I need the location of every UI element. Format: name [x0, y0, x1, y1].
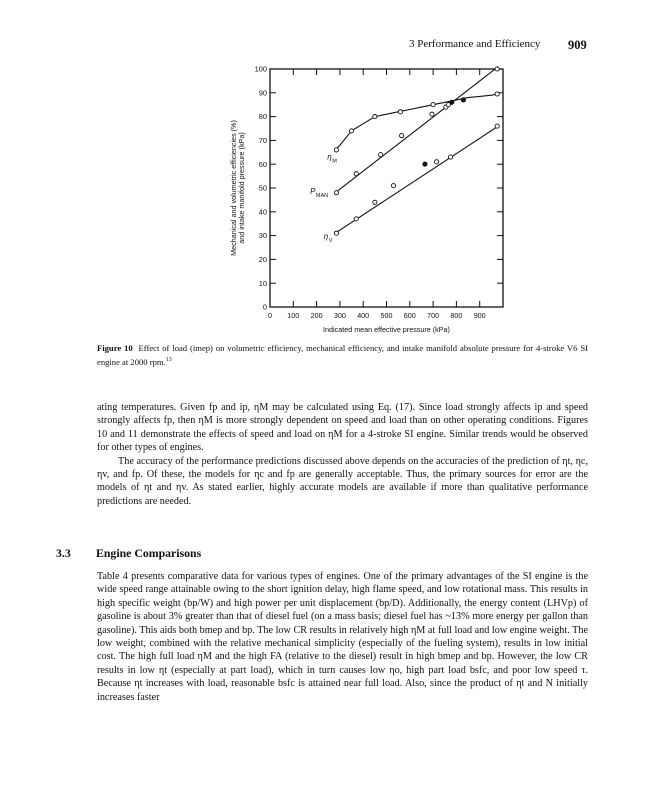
data-point-P_MAN — [495, 67, 499, 71]
data-point-η_M — [461, 98, 465, 102]
x-tick-label: 700 — [427, 311, 440, 320]
paragraph-1: ating temperatures. Given fp and ip, ηM may be calculated using Eq. (17). Since load strongly affects ip and speed strongly affects fp, then ηM is more strongly dependent on speed and load than on other operating conditions. Figures 10 and 11 demonstrate the effects of speed and load on ηM for a 4-stroke SI engine. Similar trends would be observed for other types of engines. — [97, 402, 588, 454]
data-point-η_V — [434, 160, 438, 164]
series-label-η_M: η — [327, 152, 332, 162]
figure-10-chart — [228, 62, 528, 340]
x-tick-label: 500 — [380, 311, 393, 320]
series-label-η_V: η — [323, 232, 329, 242]
page-number: 909 — [568, 38, 587, 52]
x-tick-label: 200 — [310, 311, 323, 320]
x-axis-label: Indicated mean effective pressure (kPa) — [323, 325, 450, 334]
series-line-η_V — [335, 126, 498, 233]
series-label-P_MAN: P — [310, 186, 316, 196]
y-tick-label: 0 — [262, 302, 267, 312]
x-tick-label: 400 — [357, 311, 370, 320]
y-tick-label: 70 — [258, 136, 267, 145]
data-point-η_V — [423, 162, 427, 166]
data-point-η_V — [373, 200, 377, 204]
paragraph-2: The accuracy of the performance predictions discussed above depends on the accuracies of the prediction of ηt, ηc, ηv, and fp. Of these, the models for ηc and fp are generally acceptable. Thus, the primary sources for error are the models of ηt and ηv. As stated earlier, highly accurate models are available if more than qualitative performance predictions are needed. — [97, 455, 588, 507]
body-block-2 — [97, 570, 588, 704]
data-point-η_M — [334, 148, 338, 152]
x-tick-label: 800 — [450, 311, 463, 320]
series-label-sub-P_MAN: MAN — [315, 192, 329, 199]
x-tick-label: 300 — [333, 311, 346, 320]
data-point-P_MAN — [334, 191, 338, 195]
body-block-1 — [97, 401, 588, 508]
x-tick-label: 100 — [287, 311, 300, 320]
y-tick-label: 60 — [258, 159, 267, 169]
data-point-P_MAN — [379, 153, 383, 157]
paragraph-3: Table 4 presents comparative data for various types of engines. One of the primary advantages of the SI engine is the wide speed range attainable owing to the short ignition delay, high flame speed, and low rotational mass. This results in high specific weight (bp/W) and high power per unit displacement (bp/D). Additionally, the energy content (LHVp) of gasoline is about 3% greater than that of diesel fuel (on a mass basis; diesel fuel has ~13% more energy per gallon than gasoline). This aids both bmep and bp. The low CR results in relatively high ηM at full load and low engine weight. The low weight, combined with the relative mechanical simplicity (especially of the fueling system), results in low initial cost. The high full load ηM and the high FA (relative to the diesel) result in high bmep and bp. However, the low CR results in low ηt (especially at part load), which in turn causes low ηo, high part load bsfc, and poor low speed τ. Because ηt increases with load, reasonable bsfc is attained near full load. Also, since the product of ηt and N initially increases faster — [97, 571, 588, 703]
series-label-sub-η_M: M — [332, 158, 337, 165]
data-point-η_M — [373, 115, 377, 119]
data-point-η_V — [495, 124, 499, 128]
data-point-η_V — [448, 155, 452, 159]
x-tick-label: 600 — [403, 311, 416, 320]
y-tick-label: 40 — [258, 207, 267, 217]
y-axis-label-line1: Mechanical and volumetric efficiencies (%) — [229, 120, 238, 256]
x-tick-label: 900 — [473, 311, 486, 320]
data-point-P_MAN — [430, 112, 434, 116]
page-header — [0, 38, 647, 54]
figure-caption — [97, 342, 588, 368]
y-axis-label-line2: and intake manifold pressure (kPa) — [237, 132, 246, 244]
data-point-η_M — [495, 92, 499, 96]
data-point-η_M — [398, 110, 402, 114]
y-tick-label: 20 — [258, 255, 267, 264]
data-point-P_MAN — [400, 134, 404, 138]
caption-label: Figure 10 — [97, 343, 133, 353]
data-point-η_V — [354, 217, 358, 221]
section-number: 3.3 — [56, 546, 71, 560]
y-tick-label: 10 — [258, 278, 267, 288]
y-tick-label: 30 — [258, 231, 267, 241]
series-label-sub-η_V: V — [328, 238, 333, 245]
data-point-η_V — [391, 184, 395, 188]
y-tick-label: 50 — [258, 183, 267, 193]
data-point-P_MAN — [354, 172, 358, 176]
x-tick-label: 0 — [268, 311, 272, 320]
y-tick-label: 80 — [258, 112, 267, 122]
data-point-η_M — [431, 103, 435, 107]
y-tick-label: 90 — [258, 88, 267, 98]
data-point-η_V — [334, 231, 338, 235]
section-title: Engine Comparisons — [96, 546, 202, 560]
data-point-η_M — [349, 129, 353, 133]
running-title: 3 Performance and Efficiency — [409, 38, 541, 50]
section-heading — [56, 546, 201, 561]
y-tick-label: 100 — [254, 64, 267, 74]
caption-text: Effect of load (imep) on volumetric efficiency, mechanical efficiency, and intake manifold absolute pressure for 4-stroke V6 SI engine at 2000 rpm. — [97, 343, 588, 368]
plot-border — [270, 69, 503, 307]
data-point-P_MAN — [446, 103, 450, 107]
caption-ref: 13 — [165, 357, 172, 364]
series-line-P_MAN — [335, 67, 498, 193]
